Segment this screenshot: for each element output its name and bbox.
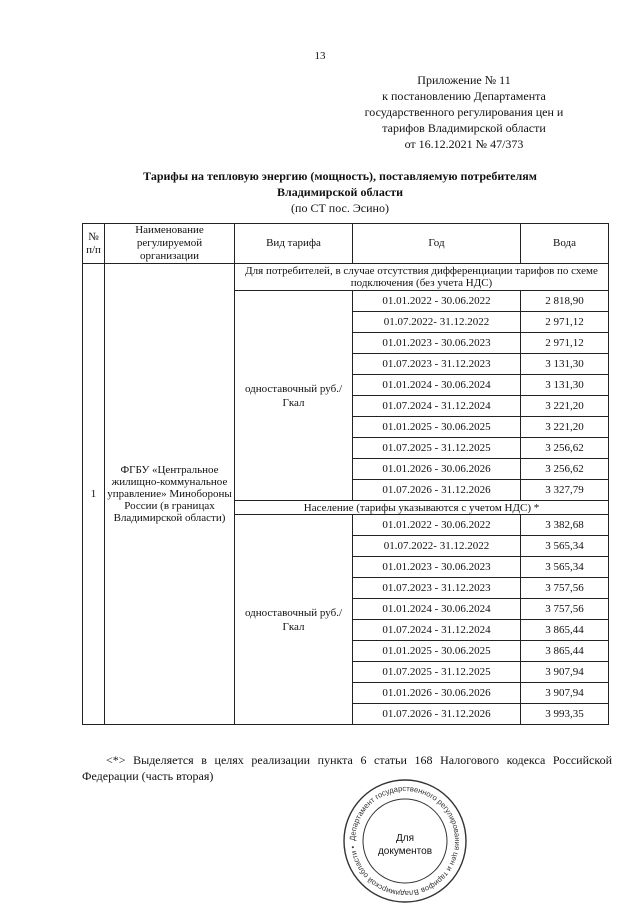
value-cell: 3 221,20 bbox=[521, 417, 609, 438]
appendix-line: к постановлению Департамента bbox=[382, 89, 546, 103]
value-cell: 3 131,30 bbox=[521, 354, 609, 375]
period-cell: 01.07.2023 - 31.12.2023 bbox=[353, 354, 521, 375]
value-cell: 3 865,44 bbox=[521, 620, 609, 641]
period-cell: 01.01.2026 - 30.06.2026 bbox=[353, 459, 521, 480]
footnote: <*> Выделяется в целях реализации пункта 6 статьи 168 Налогового кодекса Российской Федерации (часть вторая) bbox=[82, 753, 612, 783]
header-water: Вода bbox=[521, 224, 609, 264]
title-line-3: (по СТ пос. Эсино) bbox=[291, 201, 389, 215]
table-header-row bbox=[83, 224, 609, 264]
tariff-table bbox=[82, 223, 609, 725]
value-cell: 2 971,12 bbox=[521, 333, 609, 354]
period-cell: 01.01.2026 - 30.06.2026 bbox=[353, 683, 521, 704]
section-heading: Для потребителей, в случае отсутствия дифференциации тарифов по схеме подключения (без учета НДС) bbox=[235, 264, 609, 291]
value-cell: 2 818,90 bbox=[521, 291, 609, 312]
value-cell: 3 757,56 bbox=[521, 578, 609, 599]
period-cell: 01.07.2025 - 31.12.2025 bbox=[353, 662, 521, 683]
value-cell: 3 221,20 bbox=[521, 396, 609, 417]
value-cell: 3 256,62 bbox=[521, 459, 609, 480]
stamp-center-text bbox=[342, 832, 468, 858]
value-cell: 3 993,35 bbox=[521, 704, 609, 725]
value-cell: 3 907,94 bbox=[521, 662, 609, 683]
period-cell: 01.01.2023 - 30.06.2023 bbox=[353, 557, 521, 578]
period-cell: 01.07.2023 - 31.12.2023 bbox=[353, 578, 521, 599]
value-cell: 2 971,12 bbox=[521, 312, 609, 333]
title-line-2: Владимирской области bbox=[276, 185, 404, 199]
value-cell: 3 565,34 bbox=[521, 557, 609, 578]
period-cell: 01.07.2025 - 31.12.2025 bbox=[353, 438, 521, 459]
header-org: Наименование регулируемой организации bbox=[105, 224, 235, 264]
organization-cell: ФГБУ «Центральное жилищно-коммунальное управление» Минобороны России (в границах Владимирской области) bbox=[105, 264, 235, 725]
period-cell: 01.01.2024 - 30.06.2024 bbox=[353, 599, 521, 620]
value-cell: 3 382,68 bbox=[521, 515, 609, 536]
appendix-line: от 16.12.2021 № 47/373 bbox=[404, 137, 524, 151]
document-title bbox=[60, 168, 620, 216]
header-num: № п/п bbox=[83, 224, 105, 264]
stamp-line-2: документов bbox=[377, 846, 433, 857]
section-heading: Население (тарифы указываются с учетом НДС) * bbox=[235, 501, 609, 515]
period-cell: 01.01.2022 - 30.06.2022 bbox=[353, 291, 521, 312]
appendix-block bbox=[334, 72, 594, 152]
appendix-line: государственного регулирования цен и bbox=[364, 105, 564, 119]
value-cell: 3 256,62 bbox=[521, 438, 609, 459]
value-cell: 3 327,79 bbox=[521, 480, 609, 501]
period-cell: 01.07.2024 - 31.12.2024 bbox=[353, 396, 521, 417]
value-cell: 3 865,44 bbox=[521, 641, 609, 662]
page-number: 13 bbox=[314, 50, 326, 62]
period-cell: 01.01.2025 - 30.06.2025 bbox=[353, 641, 521, 662]
tariff-type-cell: одноставочный руб./Гкал bbox=[235, 515, 353, 725]
value-cell: 3 757,56 bbox=[521, 599, 609, 620]
appendix-line: тарифов Владимирской области bbox=[382, 121, 546, 135]
period-cell: 01.07.2026 - 31.12.2026 bbox=[353, 480, 521, 501]
value-cell: 3 131,30 bbox=[521, 375, 609, 396]
period-cell: 01.07.2022- 31.12.2022 bbox=[353, 536, 521, 557]
section-heading-row bbox=[83, 264, 609, 291]
value-cell: 3 565,34 bbox=[521, 536, 609, 557]
stamp-line-1: Для bbox=[395, 833, 415, 844]
row-number-cell: 1 bbox=[83, 264, 105, 725]
period-cell: 01.07.2022- 31.12.2022 bbox=[353, 312, 521, 333]
period-cell: 01.07.2026 - 31.12.2026 bbox=[353, 704, 521, 725]
period-cell: 01.01.2024 - 30.06.2024 bbox=[353, 375, 521, 396]
value-cell: 3 907,94 bbox=[521, 683, 609, 704]
stamp-ring-text: Департамент государственного регулирования цен и тарифов Владимирской области • bbox=[347, 783, 463, 899]
header-tariff-type: Вид тарифа bbox=[235, 224, 353, 264]
title-line-1: Тарифы на тепловую энергию (мощность), поставляемую потребителям bbox=[143, 169, 537, 183]
tariff-type-cell: одноставочный руб./Гкал bbox=[235, 291, 353, 501]
period-cell: 01.01.2025 - 30.06.2025 bbox=[353, 417, 521, 438]
appendix-line: Приложение № 11 bbox=[417, 73, 511, 87]
period-cell: 01.01.2022 - 30.06.2022 bbox=[353, 515, 521, 536]
period-cell: 01.01.2023 - 30.06.2023 bbox=[353, 333, 521, 354]
header-year: Год bbox=[353, 224, 521, 264]
period-cell: 01.07.2024 - 31.12.2024 bbox=[353, 620, 521, 641]
